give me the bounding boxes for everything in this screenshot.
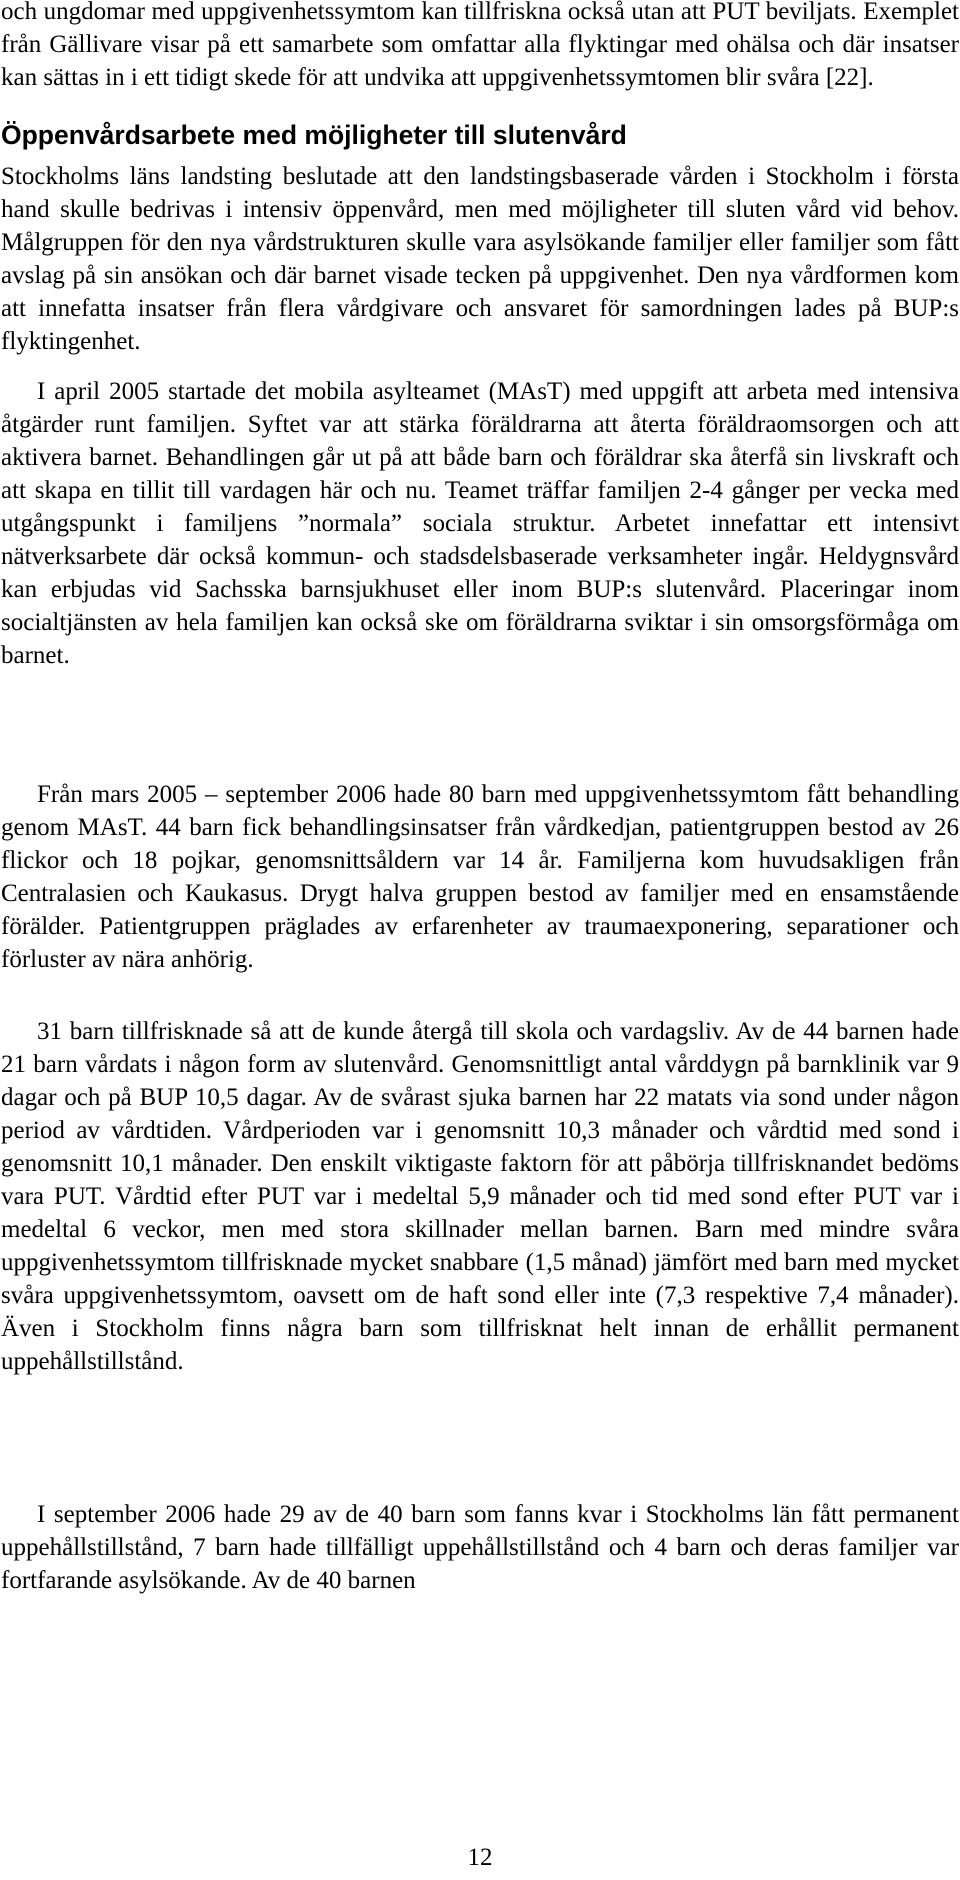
section-heading: Öppenvårdsarbete med möjligheter till slutenvård — [1, 120, 627, 150]
body-paragraph-1-block — [1, 160, 959, 358]
body-paragraph-4-block — [1, 1015, 959, 1378]
body-paragraph: Från mars 2005 – september 2006 hade 80 barn med uppgivenhetssymtom fått behandling genom MAsT. 44 barn fick behandlingsinsatser från vårdkedjan, patientgruppen bestod av 26 flickor och 18 pojkar, genomsnittsåldern var 14 år. Familjerna kom huvudsakligen från Centralasien och Kaukasus. Drygt halva gruppen bestod av familjer med en ensamstående förälder. Patientgruppen präglades av erfarenheter av traumaexponering, separationer och förluster av nära anhörig. — [1, 781, 959, 973]
body-paragraph-3-block — [1, 778, 959, 976]
body-paragraph: Stockholms läns landsting beslutade att den landstingsbaserade vården i Stockholm i första hand skulle bedrivas i intensiv öppenvård, men med möjligheter till sluten vård vid behov. Målgruppen för den nya vårdstrukturen skulle vara asylsökande familjer eller familjer som fått avslag på sin ansökan och där barnet visade tecken på uppgivenhet. Den nya vårdformen kom att innefatta insatser från flera vårdgivare och ansvaret för samordningen lades på BUP:s flyktingenhet. — [1, 163, 959, 355]
body-paragraph: 31 barn tillfrisknade så att de kunde återgå till skola och vardagsliv. Av de 44 barnen hade 21 barn vårdats i någon form av slutenvård. Genomsnittligt antal vårddygn på barnklinik var 9 dagar och på BUP 10,5 dagar. Av de svårast sjuka barnen har 22 matats via sond under någon period av vårdtiden. Vårdperioden var i genomsnitt 10,3 månader och vårdtid med sond i genomsnitt 10,1 månader. Den enskilt viktigaste faktorn för att påbörja tillfrisknandet bedöms vara PUT. Vårdtid efter PUT var i medeltal 5,9 månader och tid med sond efter PUT var i medeltal 6 veckor, men med stora skillnader mellan barnen. Barn med mindre svåra uppgivenhetssymtom tillfrisknade mycket snabbare (1,5 månad) jämfört med barn med mycket svåra uppgivenhetssymtom, oavsett om de haft sond eller inte (7,3 respektive 7,4 månader). Även i Stockholm finns några barn som tillfrisknat helt innan de erhållit permanent uppehållstillstånd. — [1, 1018, 959, 1375]
body-paragraph-5-block — [1, 1498, 959, 1597]
page-number: 12 — [467, 1844, 493, 1871]
body-paragraph: I april 2005 startade det mobila asylteamet (MAsT) med uppgift att arbeta med intensiva åtgärder runt familjen. Syftet var att stärka föräldrarna att återta föräldraomsorgen och att aktivera barnet. Behandlingen går ut på att både barn och föräldrar ska återfå sin livskraft och att skapa en tillit till vardagen här och nu. Teamet träffar familjen 2-4 gånger per vecka med utgångspunkt i familjens ”normala” sociala struktur. Arbetet innefattar ett intensivt nätverksarbete där också kommun- och stadsdelsbaserade verksamheter ingår. Heldygnsvård kan erbjudas vid Sachsska barnsjukhuset eller inom BUP:s slutenvård. Placeringar inom socialtjänsten av hela familjen kan också ske om föräldrarna sviktar i sin omsorgsförmåga om barnet. — [1, 378, 959, 669]
body-paragraph-2-block — [1, 375, 959, 672]
intro-paragraph-block — [1, 0, 959, 94]
body-paragraph: I september 2006 hade 29 av de 40 barn som fanns kvar i Stockholms län fått permanent uppehållstillstånd, 7 barn hade tillfälligt uppehållstillstånd och 4 barn och deras familjer var fortfarande asylsökande. Av de 40 barnen — [1, 1501, 959, 1594]
intro-paragraph: och ungdomar med uppgivenhetssymtom kan tillfriskna också utan att PUT beviljats. Exemplet från Gällivare visar på ett samarbete som omfattar alla flyktingar med ohälsa och där insatser kan sättas in i ett tidigt skede för att undvika att uppgivenhetssymtomen blir svåra [22]. — [1, 0, 959, 91]
